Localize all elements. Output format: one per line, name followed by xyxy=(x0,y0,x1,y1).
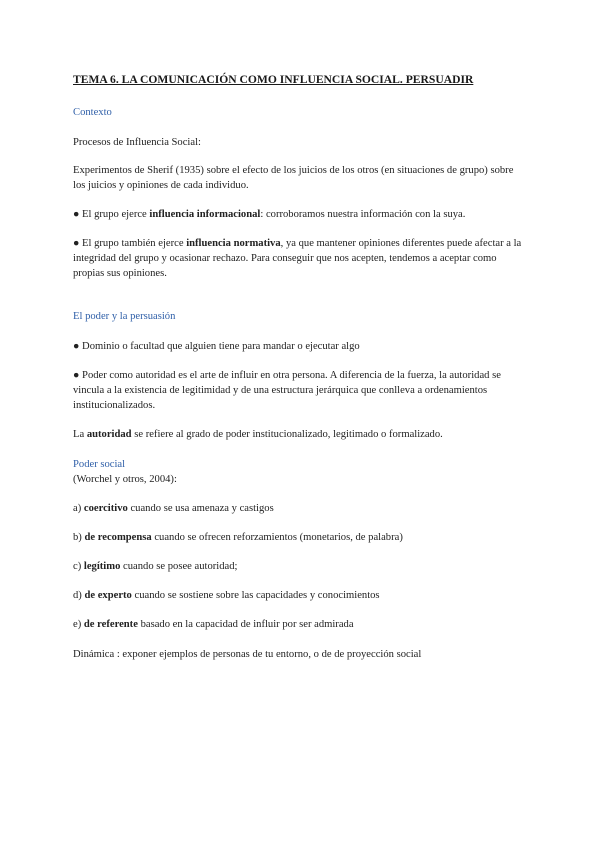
heading-poder-social: Poder social xyxy=(73,459,126,470)
list-item-experto xyxy=(73,588,525,603)
list-item-recompensa xyxy=(73,530,525,545)
bold-term: coercitivo xyxy=(83,503,128,514)
item-text: cuando se usa amenaza y castigos xyxy=(127,503,274,514)
bullet-influencia-normativa xyxy=(73,236,525,281)
bullet-text: ● El grupo también ejerce xyxy=(73,238,187,249)
bold-term: de recompensa xyxy=(84,532,152,543)
bold-term: legítimo xyxy=(83,561,121,572)
paragraph-sherif: Experimentos de Sherif (1935) sobre el efecto de los juicios de los otros (en situaciones de grupo) sobre los juicios y opiniones de cada individuo. xyxy=(73,165,514,191)
list-item-referente xyxy=(73,617,525,632)
bold-term: de referente xyxy=(83,619,138,630)
list-item-coercitivo xyxy=(73,501,525,516)
bold-term: autoridad xyxy=(86,429,132,440)
item-text: cuando se posee autoridad; xyxy=(120,561,238,572)
item-label: d) xyxy=(73,590,85,601)
bullet-text: , ya que mantener opiniones diferentes puede afectar a la integridad del grupo y ocasionar rechazo. Para conseguir que nos acepten, tendemos a aceptar como propias sus opiniones. xyxy=(73,238,522,279)
document-title: TEMA 6. LA COMUNICACIÓN COMO INFLUENCIA SOCIAL. PERSUADIR xyxy=(73,73,474,86)
heading-poder-persuasion: El poder y la persuasión xyxy=(73,311,176,322)
paragraph-autoridad xyxy=(73,427,525,442)
bullet-poder-autoridad: ● Poder como autoridad es el arte de influir en otra persona. A diferencia de la fuerza, la autoridad se vincula a la existencia de legitimidad y de una estructura jerárquica que conlleva a ordenamientos institucionalizados. xyxy=(73,370,501,411)
paragraph-dinamica: Dinámica : exponer ejemplos de personas de tu entorno, o de de proyección social xyxy=(73,649,422,660)
item-text: cuando se ofrecen reforzamientos (monetarios, de palabra) xyxy=(151,532,403,543)
item-text: basado en la capacidad de influir por ser admirada xyxy=(137,619,354,630)
item-label: c) xyxy=(73,561,84,572)
bullet-text: : corroboramos nuestra información con la suya. xyxy=(260,209,466,220)
item-label: b) xyxy=(73,532,85,543)
bullet-influencia-informacional xyxy=(73,207,525,222)
bullet-dominio: ● Dominio o facultad que alguien tiene para mandar o ejecutar algo xyxy=(73,341,360,352)
source-citation: (Worchel y otros, 2004): xyxy=(73,474,177,485)
bold-term: influencia normativa xyxy=(186,238,281,249)
paragraph-text: La xyxy=(73,429,87,440)
paragraph-text: se refiere al grado de poder institucionalizado, legitimado o formalizado. xyxy=(131,429,443,440)
item-text: cuando se sostiene sobre las capacidades y conocimientos xyxy=(131,590,380,601)
heading-contexto: Contexto xyxy=(73,107,112,118)
bold-term: influencia informacional xyxy=(149,209,261,220)
item-label: e) xyxy=(73,619,84,630)
item-label: a) xyxy=(73,503,84,514)
paragraph-procesos: Procesos de Influencia Social: xyxy=(73,137,201,148)
bullet-text: ● El grupo ejerce xyxy=(73,209,150,220)
bold-term: de experto xyxy=(84,590,132,601)
list-item-legitimo xyxy=(73,559,525,574)
